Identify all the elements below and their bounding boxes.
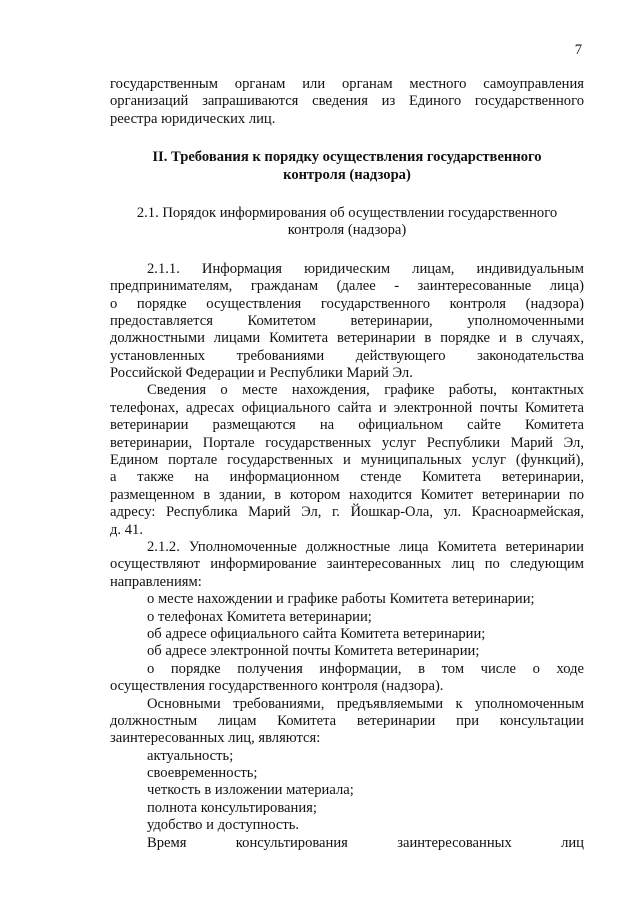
text-line: о порядке получения информации, в том числе о ходе: [147, 660, 584, 677]
text-line: полнота консультирования;: [147, 799, 317, 816]
text-line: Сведения о месте нахождения, графике работы, контактных: [147, 382, 584, 399]
text-line: 2.1.1. Информация юридическим лицам, индивидуальным: [147, 260, 584, 277]
text-line: об адресе электронной почты Комитета ветеринарии;: [147, 643, 480, 660]
text-line: адресу: Республика Марий Эл, г. Йошкар-Ола, ул. Красноармейская,: [110, 504, 584, 521]
text-line: ветеринарии, Портале государственных услуг Республики Марий Эл,: [110, 434, 584, 451]
text-line: о телефонах Комитета ветеринарии;: [147, 608, 372, 625]
subsection-heading: [110, 205, 584, 240]
text-line: 2.1.2. Уполномоченные должностные лица Комитета ветеринарии: [147, 538, 584, 555]
text-line: направлениям:: [110, 573, 202, 590]
text-line: осуществления государственного контроля (надзора).: [110, 678, 444, 695]
text-line: государственным органам или органам местного самоуправления: [110, 76, 584, 92]
paragraph-2-1-1: [110, 261, 584, 383]
text-line: телефонах, адресах официального сайта и электронной почты Комитета: [110, 399, 584, 416]
document-body: [110, 76, 584, 852]
paragraph-2-1-2: [110, 539, 584, 591]
text-line: 2.1. Порядок информирования об осуществлении государственного: [136, 204, 558, 221]
text-line: должностными лицами Комитета ветеринарии в порядке и в случаях,: [110, 330, 584, 347]
text-line: актуальность;: [147, 747, 234, 764]
text-line: четкость в изложении материала;: [147, 782, 354, 799]
text-line: о порядке осуществления государственного контроля (надзора): [110, 295, 584, 312]
section-heading: [110, 149, 584, 184]
text-line: удобство и доступность.: [147, 817, 300, 834]
text-line: Российской Федерации и Республики Марий Эл.: [110, 365, 413, 382]
text-line: ветеринарии размещаются на официальном сайте Комитета: [110, 417, 584, 434]
paragraph-procedure: [110, 661, 584, 696]
intro-paragraph: [110, 76, 584, 128]
paragraph-contact-info: [110, 382, 584, 539]
text-line: о месте нахождении и графике работы Комитета ветеринарии;: [147, 591, 535, 608]
text-line: д. 41.: [110, 521, 143, 538]
text-line: Едином портале государственных и муниципальных услуг (функций),: [110, 452, 584, 469]
text-line: организаций запрашиваются сведения из Единого государственного: [110, 93, 584, 110]
paragraph-requirements: [110, 696, 584, 748]
text-line: Время консультирования заинтересованных лиц: [147, 834, 584, 851]
text-line: контроля (надзора): [287, 222, 407, 239]
text-line: размещенном в здании, в котором находится Комитет ветеринарии по: [110, 486, 584, 503]
final-line: [110, 835, 584, 852]
text-line: своевременность;: [147, 765, 258, 782]
text-line: реестра юридических лиц.: [110, 110, 276, 127]
text-line: предпринимателям, гражданам (далее - заинтересованные лица): [110, 278, 584, 295]
text-line: установленных требованиями действующего законодательства: [110, 347, 584, 364]
requirements-list: [110, 748, 584, 835]
text-line: осуществляют информирование заинтересованных лиц по следующим: [110, 556, 584, 573]
text-line: об адресе официального сайта Комитета ветеринарии;: [147, 625, 486, 642]
text-line: Основными требованиями, предъявляемыми к уполномоченным: [147, 695, 584, 712]
text-line: а также на информационном стенде Комитета ветеринарии,: [110, 469, 584, 486]
text-line: предоставляется Комитетом ветеринарии, уполномоченными: [110, 312, 584, 329]
text-line: заинтересованных лиц, являются:: [110, 730, 321, 747]
text-line: должностным лицам Комитета ветеринарии при консультации: [110, 712, 584, 729]
page-number: 7: [574, 42, 582, 58]
text-line: контроля (надзора): [283, 166, 411, 183]
directions-list: [110, 591, 584, 661]
text-line: II. Требования к порядку осуществления государственного: [152, 149, 542, 166]
